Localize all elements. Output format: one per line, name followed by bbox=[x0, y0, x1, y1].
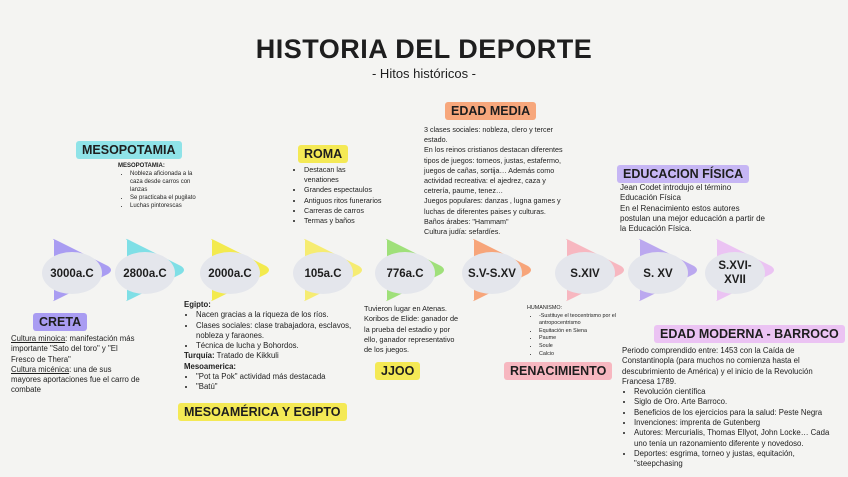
roma-notes bbox=[292, 165, 382, 226]
turquia-label: Turquía: bbox=[184, 351, 215, 361]
mesoamerica-egipto-notes bbox=[184, 300, 369, 393]
edad-moderna-item: • Invenciones: imprenta de Gutenberg bbox=[634, 418, 844, 428]
timeline-label: XVII bbox=[724, 274, 746, 286]
egipto-item: • Técnica de lucha y Bohordos. bbox=[196, 341, 369, 351]
edad-media-notes bbox=[424, 125, 574, 237]
renacimiento-item: • Paume bbox=[539, 335, 622, 343]
timeline-label: 3000a.C bbox=[50, 268, 94, 280]
timeline-node bbox=[115, 239, 184, 301]
timeline-bubble bbox=[705, 252, 765, 294]
egipto-item: • Clases sociales: clase trabajadora, esclavos, nobleza y faraones. bbox=[196, 321, 369, 342]
timeline-label: 2000a.C bbox=[208, 268, 252, 280]
renacimiento-list bbox=[527, 313, 622, 359]
timeline-node bbox=[555, 239, 624, 301]
timeline-node bbox=[628, 239, 697, 301]
timeline-label: S.V-S.XV bbox=[468, 268, 516, 280]
roma-item: • Destacan las venationes bbox=[304, 165, 382, 185]
mesopotamia-item: • Se practicaba el pugilato bbox=[130, 194, 203, 202]
tag-renacimiento: RENACIMIENTO bbox=[504, 362, 612, 380]
timeline-node bbox=[705, 239, 774, 301]
mesoamerica-item: • "Pot ta Pok" actividad más destacada bbox=[196, 372, 369, 382]
creta-micenica bbox=[11, 365, 141, 396]
roma-list bbox=[292, 165, 382, 226]
mesopotamia-heading: MESOPOTAMIA: bbox=[118, 163, 165, 169]
mesopotamia-item: • Nobleza aficionada a la caza desde carros con lanzas bbox=[130, 170, 203, 194]
tag-edad-moderna: EDAD MODERNA - BARROCO bbox=[654, 325, 845, 343]
edad-moderna-item: • Beneficios de los ejercicios para la salud: Peste Negra bbox=[634, 408, 844, 418]
renacimiento-item: • Soule bbox=[539, 343, 622, 351]
timeline-label: 105a.C bbox=[304, 268, 342, 280]
renacimiento-item: • -Sustituye el teocentrismo por el antropocentrismo bbox=[539, 313, 622, 328]
edad-moderna-notes bbox=[622, 346, 844, 470]
tag-edad-media: EDAD MEDIA bbox=[445, 102, 536, 120]
tag-mesoamerica-egipto: MESOAMÉRICA Y EGIPTO bbox=[178, 403, 347, 421]
timeline-node bbox=[200, 239, 269, 301]
tag-jjoo: JJOO bbox=[375, 362, 420, 380]
roma-item: • Antiguos ritos funerarios bbox=[304, 196, 382, 206]
educacion-fisica-notes bbox=[620, 183, 765, 234]
renacimiento-item: • Calcio bbox=[539, 351, 622, 359]
creta-notes bbox=[11, 334, 141, 396]
timeline-label: S.XVI- bbox=[718, 260, 752, 272]
tag-roma: ROMA bbox=[298, 145, 348, 163]
timeline-node bbox=[293, 239, 362, 301]
edad-moderna-item: • Autores: Mercurialis, Thomas Ellyot, John Locke… Cada uno tenía un razonamiento diferente y novedoso. bbox=[634, 428, 844, 449]
egipto-list bbox=[184, 310, 369, 351]
timeline-node bbox=[375, 239, 444, 301]
creta-micenica-text: : una de sus mayores aportaciones fue el carro de combate bbox=[11, 364, 140, 395]
edad-media-line: Baños árabes: "Hammam" bbox=[424, 216, 509, 226]
roma-item: • Grandes espectaulos bbox=[304, 185, 382, 195]
mesopotamia-item: • Luchas pintorescas bbox=[130, 202, 203, 210]
educacion-fisica-line: En el Renacimiento estos autores postulan una mejor educación a partir de la Educación Física. bbox=[620, 203, 765, 234]
edad-moderna-item: • Revolución científica bbox=[634, 387, 844, 397]
timeline-label: 2800a.C bbox=[123, 268, 167, 280]
tag-educacion-fisica: EDUCACION FÍSICA bbox=[617, 165, 749, 183]
edad-moderna-intro: Periodo comprendido entre: 1453 con la Caída de Constantinopla (para muchos no comienza hasta el descubrimiento de América) y el inicio de la Revolución Francesa 1789. bbox=[622, 346, 813, 386]
timeline-node bbox=[42, 239, 111, 301]
timeline-label: S.XIV bbox=[570, 268, 600, 280]
creta-minoica bbox=[11, 334, 141, 365]
edad-moderna-item: • Siglo de Oro. Arte Barroco. bbox=[634, 397, 844, 407]
roma-item: • Carreras de carros bbox=[304, 206, 382, 216]
timeline-node bbox=[462, 239, 531, 301]
timeline-label: 776a.C bbox=[386, 268, 424, 280]
egipto-item: • Nacen gracias a la riqueza de los ríos. bbox=[196, 310, 369, 320]
mesopotamia-notes bbox=[118, 162, 203, 210]
turquia-line bbox=[184, 351, 369, 361]
renacimiento-item: • Equitación en Siena bbox=[539, 328, 622, 336]
egipto-label: Egipto: bbox=[184, 300, 211, 309]
roma-item: • Termas y baños bbox=[304, 216, 382, 226]
creta-minoica-text: : manifestación más importante "Sato del toro" y "El Fresco de Thera" bbox=[11, 334, 135, 364]
creta-minoica-label: Cultura minoica bbox=[11, 334, 66, 343]
page-subtitle: - Hitos históricos - bbox=[371, 66, 477, 81]
mesoamerica-list bbox=[184, 372, 369, 393]
creta-micenica-label: Cultura micénica bbox=[11, 364, 70, 374]
turquia-text: Tratado de Kikkuli bbox=[214, 351, 279, 361]
edad-media-line: Cultura judía: sefardíes. bbox=[424, 227, 501, 237]
edad-media-line: En los reinos cristianos destacan diferentes tipos de juegos: torneos, justas, estafermo, juegos de cañas, sortija… Además como actividad recreativa: el ajedrez, caza y cetrería, paume, tenez… bbox=[424, 145, 563, 196]
mesopotamia-list bbox=[118, 170, 203, 210]
jjoo-notes: Tuvieron lugar en Atenas. Koribos de Elide: ganador de la prueba del estadio y por ello, ganador representativo de los juegos. bbox=[364, 304, 459, 355]
edad-moderna-list bbox=[622, 387, 844, 469]
tag-mesopotamia: MESOPOTAMIA bbox=[76, 141, 182, 159]
mesoamerica-item: • "Batú" bbox=[196, 382, 369, 392]
timeline-label: S. XV bbox=[643, 268, 673, 280]
renacimiento-heading: HUMANISMO: bbox=[527, 305, 563, 311]
mesoamerica-label: Mesoamerica: bbox=[184, 361, 237, 371]
page-title: HISTORIA DEL DEPORTE bbox=[255, 34, 593, 64]
educacion-fisica-line: Jean Codet introdujo el término Educación Física bbox=[620, 183, 732, 203]
renacimiento-notes bbox=[527, 305, 622, 358]
edad-media-line: Juegos populares: danzas , lugna games y luchas de diferentes paises y culturas. bbox=[424, 196, 561, 216]
edad-moderna-item: • Deportes: esgrima, torneo y justas, equitación, "steepchasing bbox=[634, 449, 844, 470]
tag-creta: CRETA bbox=[33, 313, 87, 331]
edad-media-line: 3 clases sociales: nobleza, clero y tercer estado. bbox=[424, 125, 554, 145]
